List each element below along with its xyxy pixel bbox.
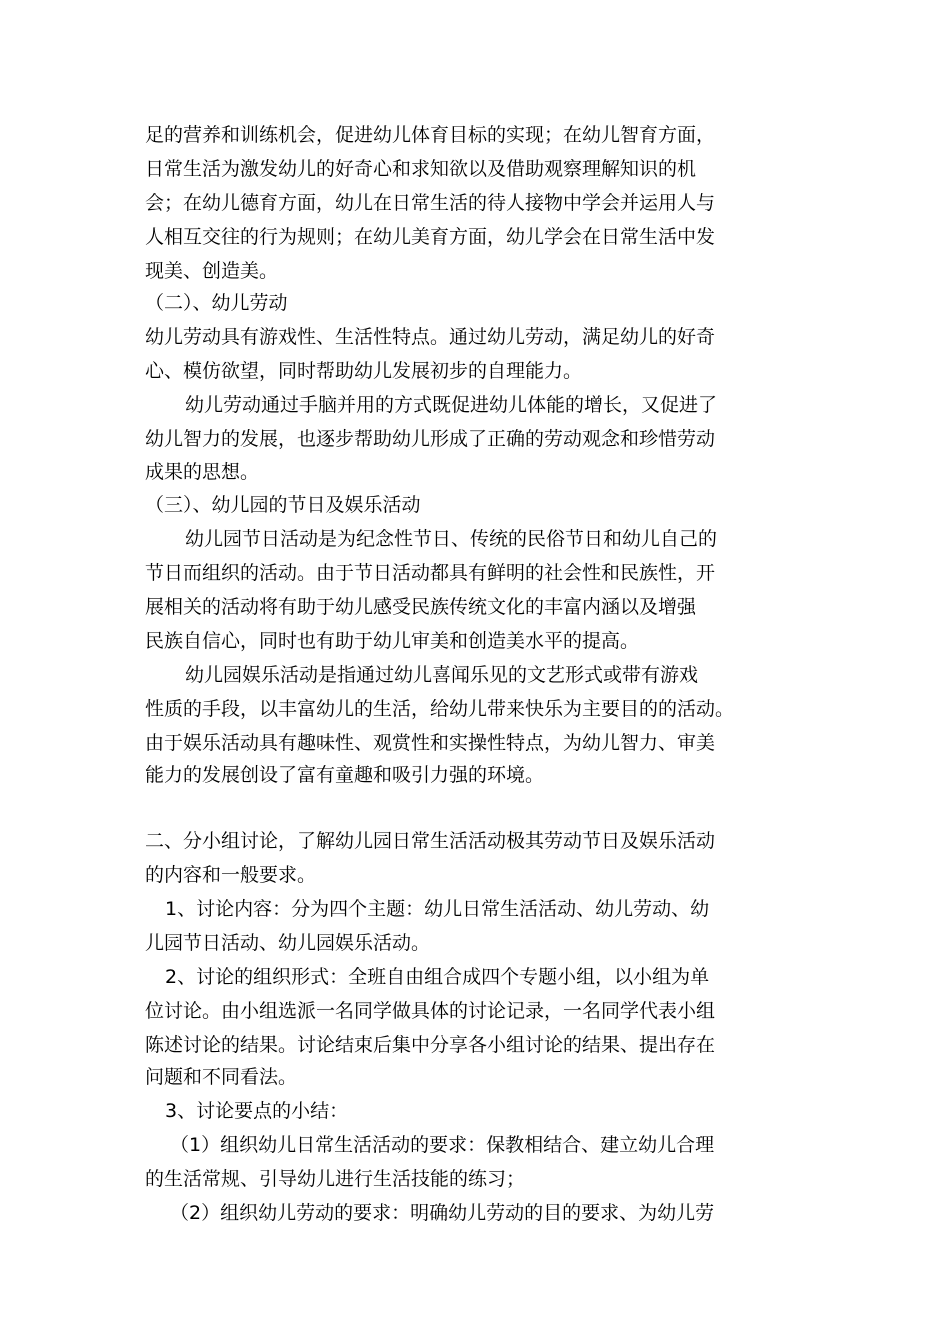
text-line: 民族自信心，同时也有助于幼儿审美和创造美水平的提高。 xyxy=(145,630,640,652)
list-item: （1）组织幼儿日常生活活动的要求：保教相结合、建立幼儿合理 xyxy=(170,1134,715,1156)
text-line: 展相关的活动将有助于幼儿感受民族传统文化的丰富内涵以及增强 xyxy=(145,596,697,618)
list-item: 3、讨论要点的小结： xyxy=(165,1100,349,1122)
text-line: 陈述讨论的结果。讨论结束后集中分享各小组讨论的结果、提出存在 xyxy=(145,1034,716,1056)
text-line: 成果的思想。 xyxy=(145,461,260,483)
text-line: 节日而组织的活动。由于节日活动都具有鲜明的社会性和民族性，开 xyxy=(145,562,716,584)
section-heading: 二、分小组讨论，了解幼儿园日常生活活动极其劳动节日及娱乐活动 xyxy=(145,830,716,852)
text-line: 儿园节日活动、幼儿园娱乐活动。 xyxy=(145,932,431,954)
text-line: 由于娱乐活动具有趣味性、观赏性和实操性特点，为幼儿智力、审美 xyxy=(145,732,716,754)
text-line: 的内容和一般要求。 xyxy=(145,864,317,886)
text-line: 幼儿劳动具有游戏性、生活性特点。通过幼儿劳动，满足幼儿的好奇 xyxy=(145,326,716,348)
list-item: 1、讨论内容：分为四个主题：幼儿日常生活活动、幼儿劳动、幼 xyxy=(165,898,710,920)
text-line: 的生活常规、引导幼儿进行生活技能的练习； xyxy=(145,1168,526,1190)
list-item: （2）组织幼儿劳动的要求：明确幼儿劳动的目的要求、为幼儿劳 xyxy=(170,1202,715,1224)
text-line: 问题和不同看法。 xyxy=(145,1066,298,1088)
text-line: 能力的发展创设了富有童趣和吸引力强的环境。 xyxy=(145,764,545,786)
text-line: 心、模仿欲望，同时帮助幼儿发展初步的自理能力。 xyxy=(145,360,583,382)
text-line: 幼儿园娱乐活动是指通过幼儿喜闻乐见的文艺形式或带有游戏 xyxy=(185,664,699,686)
text-line: 会；在幼儿德育方面，幼儿在日常生活的待人接物中学会并运用人与 xyxy=(145,192,716,214)
text-line: 性质的手段，以丰富幼儿的生活，给幼儿带来快乐为主要目的的活动。 xyxy=(145,698,735,720)
section-heading: （三）、幼儿园的节日及娱乐活动 xyxy=(145,494,421,516)
section-heading: （二）、幼儿劳动 xyxy=(145,292,288,314)
text-line: 现美、创造美。 xyxy=(145,260,279,282)
text-line: 位讨论。由小组选派一名同学做具体的讨论记录，一名同学代表小组 xyxy=(145,1000,716,1022)
text-line: 足的营养和训练机会，促进幼儿体育目标的实现；在幼儿智育方面， xyxy=(145,124,716,146)
list-item: 2、讨论的组织形式：全班自由组合成四个专题小组，以小组为单 xyxy=(165,966,710,988)
text-line: 幼儿智力的发展，也逐步帮助幼儿形成了正确的劳动观念和珍惜劳动 xyxy=(145,428,716,450)
text-line: 幼儿劳动通过手脑并用的方式既促进幼儿体能的增长，又促进了 xyxy=(185,394,718,416)
text-line: 日常生活为激发幼儿的好奇心和求知欲以及借助观察理解知识的机 xyxy=(145,158,697,180)
text-line: 幼儿园节日活动是为纪念性节日、传统的民俗节日和幼儿自己的 xyxy=(185,528,718,550)
text-line: 人相互交往的行为规则；在幼儿美育方面，幼儿学会在日常生活中发 xyxy=(145,226,716,248)
